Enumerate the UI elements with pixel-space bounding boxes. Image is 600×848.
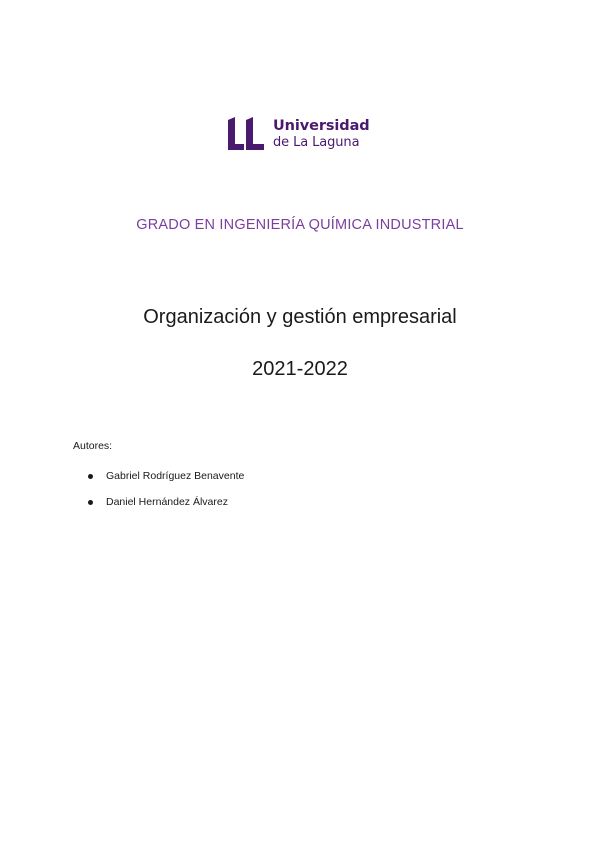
authors-label: Autores: bbox=[73, 440, 113, 452]
author-item bbox=[88, 489, 244, 515]
university-name bbox=[273, 119, 370, 150]
university-name-line1: Universidad bbox=[273, 117, 370, 134]
author-name: Daniel Hernández Álvarez bbox=[106, 496, 228, 508]
ull-double-l-logo-icon bbox=[226, 117, 266, 151]
course-title: Organización y gestión empresarial bbox=[143, 306, 457, 328]
author-list bbox=[88, 463, 244, 515]
university-name-line2: de La Laguna bbox=[273, 135, 360, 151]
university-logo bbox=[226, 116, 370, 152]
bullet-icon bbox=[88, 500, 93, 505]
author-item bbox=[88, 463, 244, 489]
bullet-icon bbox=[88, 474, 93, 479]
author-name: Gabriel Rodríguez Benavente bbox=[106, 470, 245, 482]
degree-title: GRADO EN INGENIERÍA QUÍMICA INDUSTRIAL bbox=[136, 217, 464, 233]
academic-year: 2021-2022 bbox=[252, 358, 348, 380]
